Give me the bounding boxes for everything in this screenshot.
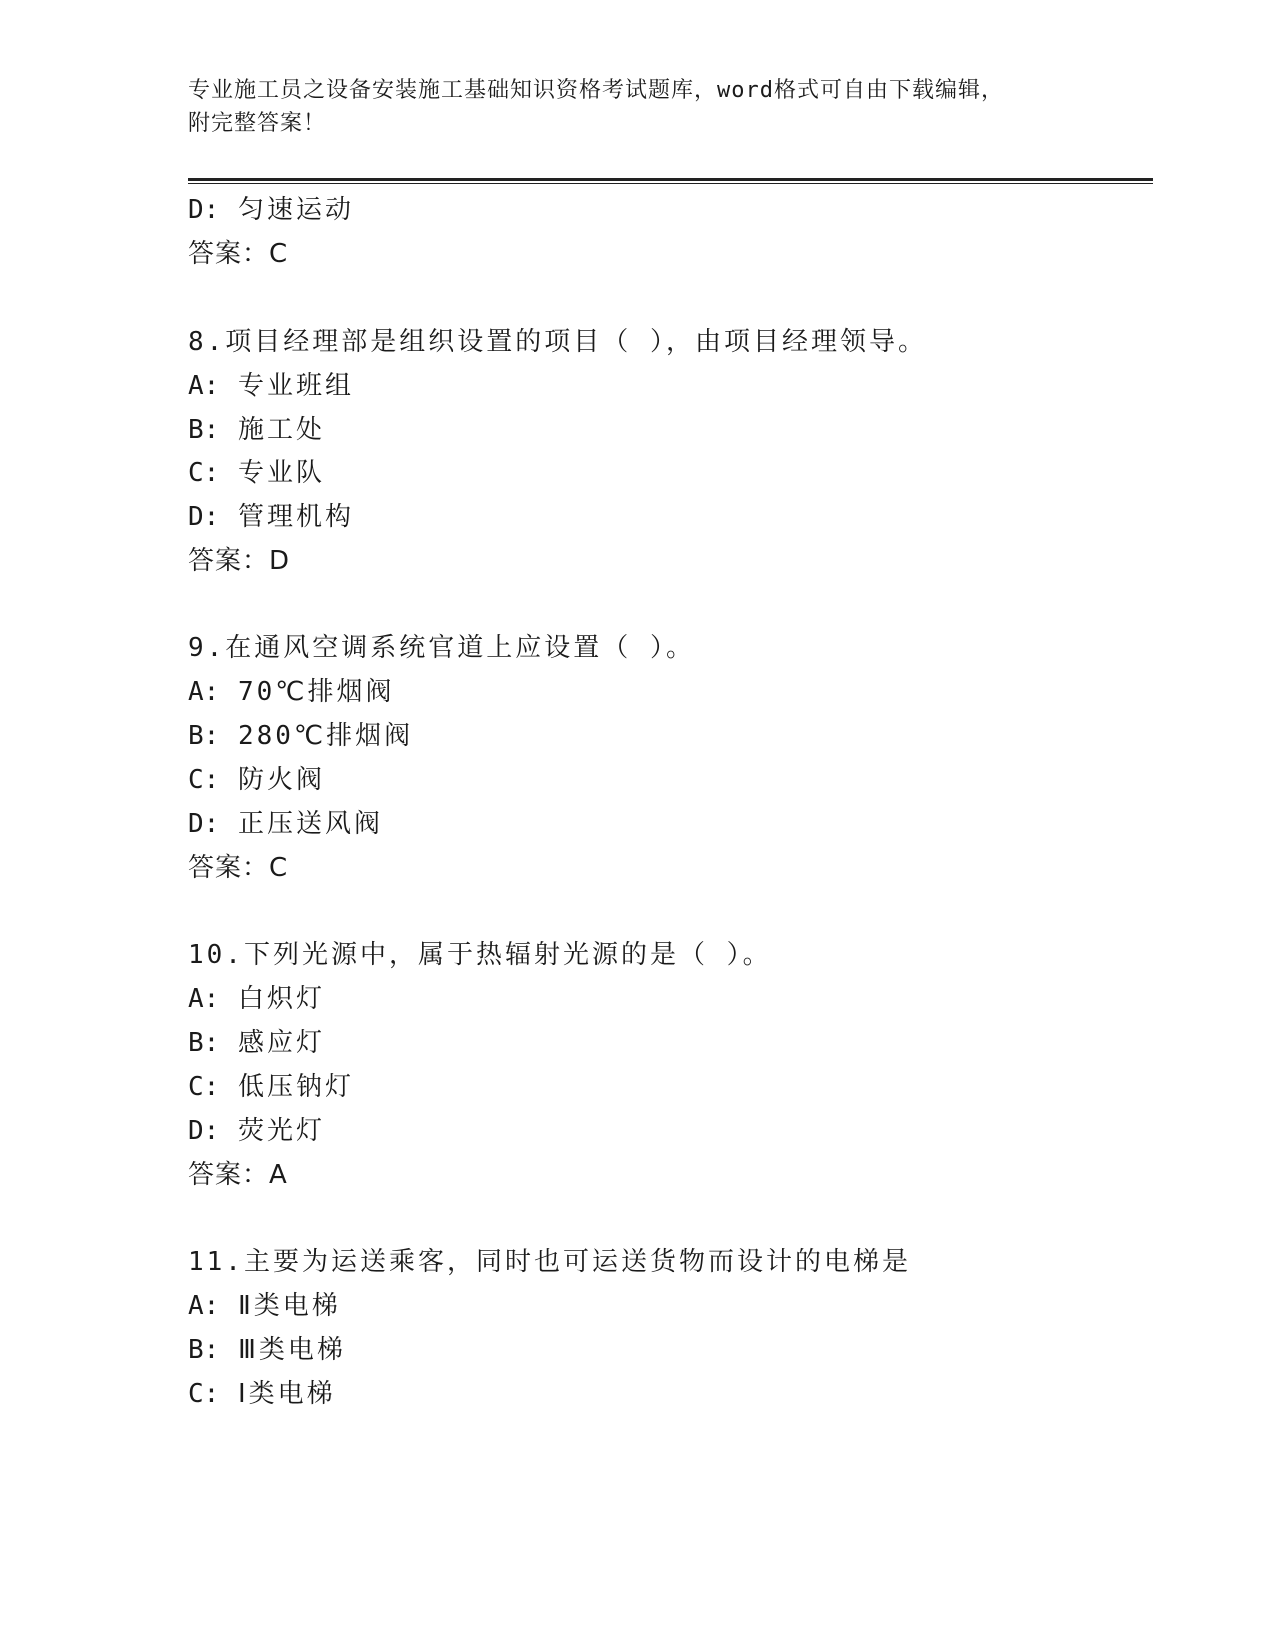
option-text: 管理机构 xyxy=(237,502,354,532)
question-stem: 8.项目经理部是组织设置的项目（ ），由项目经理领导。 xyxy=(188,327,927,357)
option-label: B: xyxy=(188,1335,220,1365)
option-b xyxy=(188,1334,346,1366)
option-label: B: xyxy=(188,721,220,751)
option-label: A: xyxy=(188,371,220,401)
option-c xyxy=(188,764,325,796)
option-text: Ⅱ类电梯 xyxy=(237,1291,341,1321)
header-line-1: 专业施工员之设备安装施工基础知识资格考试题库，word格式可自由下载编辑， xyxy=(188,78,1004,103)
option-text: 匀速运动 xyxy=(237,195,354,225)
option-text: 专业队 xyxy=(237,458,325,488)
answer-line: 答案：D xyxy=(188,546,291,576)
option-label: D: xyxy=(188,809,220,839)
option-label: D: xyxy=(188,502,220,532)
option-d xyxy=(188,194,354,226)
option-a xyxy=(188,370,354,402)
header-divider-thick xyxy=(188,178,1153,181)
option-c xyxy=(188,1378,336,1410)
answer-line: 答案：A xyxy=(188,1160,288,1190)
option-text: 白炽灯 xyxy=(237,984,325,1014)
option-label: A: xyxy=(188,1291,220,1321)
option-text: Ⅲ类电梯 xyxy=(237,1335,346,1365)
option-text: 280℃排烟阀 xyxy=(237,721,414,751)
option-label: D: xyxy=(188,1116,220,1146)
option-c xyxy=(188,457,325,489)
option-text: 荧光灯 xyxy=(237,1116,325,1146)
document-header xyxy=(188,74,1088,140)
option-label: C: xyxy=(188,765,220,795)
option-label: C: xyxy=(188,458,220,488)
question-stem: 10.下列光源中，属于热辐射光源的是（ ）。 xyxy=(188,940,772,970)
header-line-2: 附完整答案！ xyxy=(188,111,327,136)
option-a xyxy=(188,983,325,1015)
question-stem: 11.主要为运送乘客，同时也可运送货物而设计的电梯是 xyxy=(188,1247,911,1277)
option-text: 70℃排烟阀 xyxy=(237,677,395,707)
option-a xyxy=(188,1290,341,1322)
option-label: B: xyxy=(188,415,220,445)
option-c xyxy=(188,1071,354,1103)
option-label: D: xyxy=(188,195,220,225)
option-b xyxy=(188,1027,325,1059)
option-d xyxy=(188,501,354,533)
option-label: A: xyxy=(188,677,220,707)
option-label: C: xyxy=(188,1072,220,1102)
option-text: 施工处 xyxy=(237,415,325,445)
header-divider-thin xyxy=(188,183,1153,184)
option-text: Ⅰ类电梯 xyxy=(237,1379,336,1409)
option-a xyxy=(188,676,394,708)
option-label: A: xyxy=(188,984,220,1014)
option-text: 正压送风阀 xyxy=(237,809,383,839)
option-text: 低压钠灯 xyxy=(237,1072,354,1102)
question-stem: 9.在通风空调系统官道上应设置（ ）。 xyxy=(188,633,695,663)
option-text: 专业班组 xyxy=(237,371,354,401)
option-label: B: xyxy=(188,1028,220,1058)
option-label: C: xyxy=(188,1379,220,1409)
option-d xyxy=(188,808,383,840)
answer-line: 答案：C xyxy=(188,239,289,269)
option-text: 防火阀 xyxy=(237,765,325,795)
option-text: 感应灯 xyxy=(237,1028,325,1058)
answer-line: 答案：C xyxy=(188,853,289,883)
option-b xyxy=(188,414,325,446)
option-b xyxy=(188,720,413,752)
option-d xyxy=(188,1115,325,1147)
